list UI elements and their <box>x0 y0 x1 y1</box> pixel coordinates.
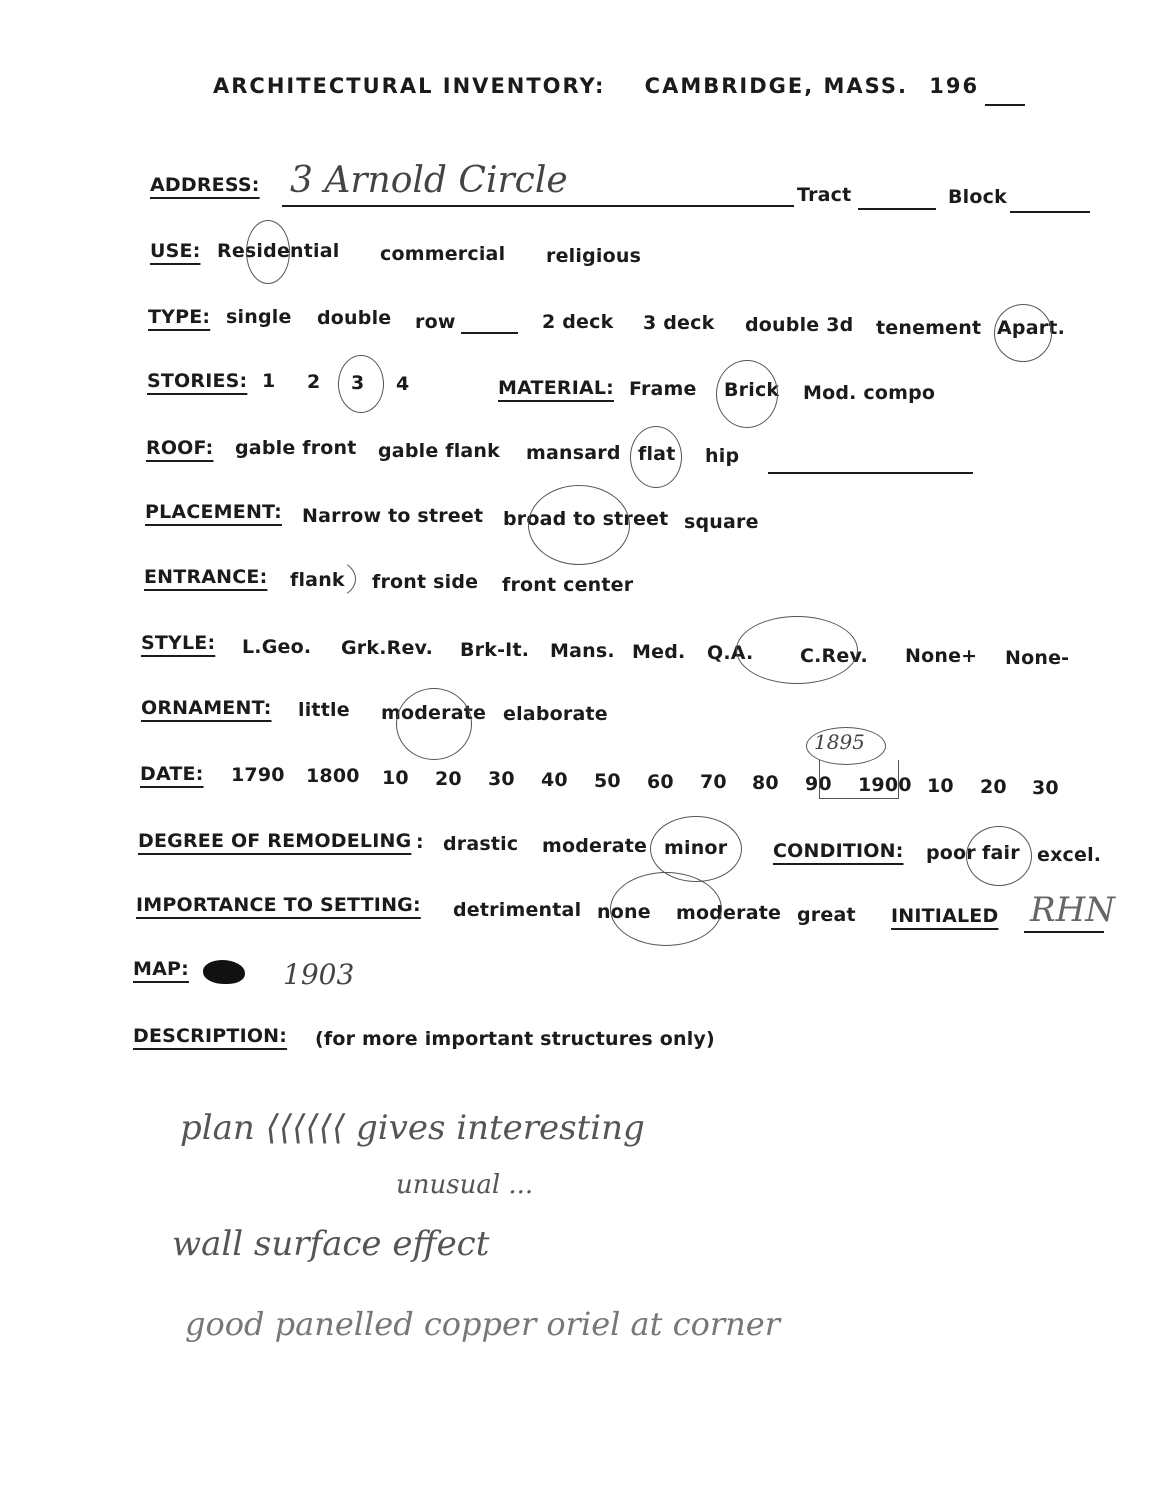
roof-option-gable-flank[interactable]: gable flank <box>378 440 500 462</box>
roof-other-blank[interactable] <box>768 472 973 474</box>
entrance-option-flank[interactable]: flank <box>290 569 345 591</box>
initialed-label: INITIALED <box>891 905 999 927</box>
use-option-commercial[interactable]: commercial <box>380 243 506 265</box>
placement-label: PLACEMENT: <box>145 501 282 523</box>
roof-option-gable-front[interactable]: gable front <box>235 437 357 459</box>
style-option-none-minus[interactable]: None- <box>1005 647 1070 669</box>
form-title-text: ARCHITECTURAL INVENTORY: <box>213 74 606 98</box>
stories-option-2[interactable]: 2 <box>307 371 321 393</box>
date-option[interactable]: 1900 <box>858 774 912 796</box>
selection-circle <box>246 220 290 284</box>
remodeling-label: DEGREE OF REMODELING <box>138 830 412 852</box>
year-blank[interactable] <box>985 104 1025 106</box>
type-option-apart[interactable]: Apart. <box>997 317 1065 339</box>
form-year-prefix: 196 <box>929 74 980 98</box>
importance-option-detrimental[interactable]: detrimental <box>453 899 582 921</box>
material-option-mod-compo[interactable]: Mod. compo <box>803 382 936 404</box>
style-option-mans[interactable]: Mans. <box>550 640 615 662</box>
type-option-3-deck[interactable]: 3 deck <box>643 312 715 334</box>
date-option[interactable]: 90 <box>805 773 832 795</box>
style-option-none-plus[interactable]: None+ <box>905 645 978 667</box>
type-option-tenement[interactable]: tenement <box>876 317 982 339</box>
condition-option-poor[interactable]: poor <box>926 842 976 864</box>
ornament-option-moderate[interactable]: moderate <box>381 702 487 724</box>
date-option[interactable]: 10 <box>382 767 409 789</box>
map-value[interactable]: 1903 <box>283 958 355 991</box>
description-label: DESCRIPTION: <box>133 1025 288 1047</box>
material-option-brick[interactable]: Brick <box>724 379 780 401</box>
style-option-med[interactable]: Med. <box>632 641 686 663</box>
date-option[interactable]: 20 <box>980 776 1007 798</box>
stories-option-1[interactable]: 1 <box>262 370 276 392</box>
condition-option-excel[interactable]: excel. <box>1037 844 1102 866</box>
date-option[interactable]: 50 <box>594 770 621 792</box>
date-option[interactable]: 1800 <box>306 765 360 787</box>
entrance-label: ENTRANCE: <box>144 566 268 588</box>
importance-option-none[interactable]: none <box>597 901 651 923</box>
type-option-row[interactable]: row <box>415 311 456 333</box>
date-option[interactable]: 70 <box>700 771 727 793</box>
style-option-c-rev[interactable]: C.Rev. <box>800 645 868 667</box>
initialed-blank <box>1024 931 1104 933</box>
importance-option-moderate[interactable]: moderate <box>676 902 782 924</box>
date-option[interactable]: 1790 <box>231 764 285 786</box>
date-option[interactable]: 60 <box>647 771 674 793</box>
condition-label: CONDITION: <box>773 840 904 862</box>
description-line[interactable]: wall surface effect <box>172 1224 490 1264</box>
date-option[interactable]: 20 <box>435 768 462 790</box>
type-option-single[interactable]: single <box>226 306 292 328</box>
placement-option-narrow[interactable]: Narrow to street <box>302 505 484 527</box>
roof-option-flat[interactable]: flat <box>638 443 676 465</box>
date-option[interactable]: 10 <box>927 775 954 797</box>
roof-option-mansard[interactable]: mansard <box>526 442 621 464</box>
ornament-option-elaborate[interactable]: elaborate <box>503 703 608 725</box>
importance-label: IMPORTANCE TO SETTING: <box>136 894 421 916</box>
block-blank[interactable] <box>1010 211 1090 213</box>
selection-circle <box>338 355 384 413</box>
address-label: ADDRESS: <box>150 174 260 196</box>
selection-circle <box>716 360 778 428</box>
condition-option-fair[interactable]: fair <box>982 842 1020 864</box>
selection-circle <box>736 616 858 684</box>
selection-circle <box>630 426 682 488</box>
ornament-option-little[interactable]: little <box>298 699 350 721</box>
selection-circle <box>528 485 630 565</box>
ink-blot <box>203 960 245 984</box>
roof-option-hip[interactable]: hip <box>705 445 740 467</box>
map-label: MAP: <box>133 958 189 980</box>
description-line[interactable]: unusual ... <box>396 1170 534 1200</box>
selection-circle <box>396 688 472 760</box>
stories-option-3[interactable]: 3 <box>351 372 365 394</box>
selection-circle <box>966 826 1032 886</box>
stories-label: STORIES: <box>147 370 248 392</box>
ornament-label: ORNAMENT: <box>141 697 272 719</box>
type-option-double[interactable]: double <box>317 307 392 329</box>
style-label: STYLE: <box>141 632 216 654</box>
use-option-residential[interactable]: Residential <box>217 240 340 262</box>
selection-circle <box>284 556 356 602</box>
style-option-brk-it[interactable]: Brk-It. <box>460 639 530 661</box>
initialed-value[interactable]: RHN <box>1030 890 1115 930</box>
roof-label: ROOF: <box>146 437 214 459</box>
selection-circle <box>610 872 722 946</box>
remodeling-option-drastic[interactable]: drastic <box>443 833 519 855</box>
date-option[interactable]: 40 <box>541 769 568 791</box>
date-option[interactable]: 80 <box>752 772 779 794</box>
tract-blank[interactable] <box>858 208 936 210</box>
entrance-option-front-center[interactable]: front center <box>502 574 634 596</box>
row-blank[interactable] <box>461 332 518 334</box>
type-label: TYPE: <box>148 306 211 328</box>
form-title <box>213 74 979 98</box>
date-label: DATE: <box>140 763 204 785</box>
type-option-2-deck[interactable]: 2 deck <box>542 311 614 333</box>
style-option-grk-rev[interactable]: Grk.Rev. <box>341 637 433 659</box>
style-option-q-a[interactable]: Q.A. <box>707 642 754 664</box>
description-line[interactable]: good panelled copper oriel at corner <box>185 1305 780 1343</box>
type-option-double-3d[interactable]: double 3d <box>745 314 854 336</box>
address-value[interactable]: 3 Arnold Circle <box>290 160 568 201</box>
placement-option-broad[interactable]: broad to street <box>503 508 669 530</box>
selection-circle <box>994 304 1052 362</box>
date-bracket-mark <box>819 760 899 799</box>
address-line <box>282 205 794 207</box>
stories-option-4[interactable]: 4 <box>396 373 410 395</box>
entrance-option-front-side[interactable]: front side <box>372 571 479 593</box>
placement-option-square[interactable]: square <box>684 511 759 533</box>
date-option[interactable]: 30 <box>488 768 515 790</box>
use-option-religious[interactable]: religious <box>546 245 642 267</box>
use-label: USE: <box>150 240 201 262</box>
date-option[interactable]: 30 <box>1032 777 1059 799</box>
tract-label: Tract <box>797 184 852 206</box>
style-option-l-geo[interactable]: L.Geo. <box>242 636 312 658</box>
description-line[interactable]: plan ⟨⟨⟨⟨⟨⟨ gives interesting <box>180 1108 645 1148</box>
material-label: MATERIAL: <box>498 377 614 399</box>
importance-option-great[interactable]: great <box>797 904 856 926</box>
remodeling-colon: : <box>416 831 424 853</box>
remodeling-option-moderate[interactable]: moderate <box>542 835 648 857</box>
description-note: (for more important structures only) <box>315 1028 715 1050</box>
material-option-frame[interactable]: Frame <box>629 378 697 400</box>
block-label: Block <box>948 186 1007 208</box>
form-city: CAMBRIDGE, MASS. <box>644 74 908 98</box>
date-annotation: 1895 <box>814 730 865 754</box>
remodeling-option-minor[interactable]: minor <box>664 837 728 859</box>
